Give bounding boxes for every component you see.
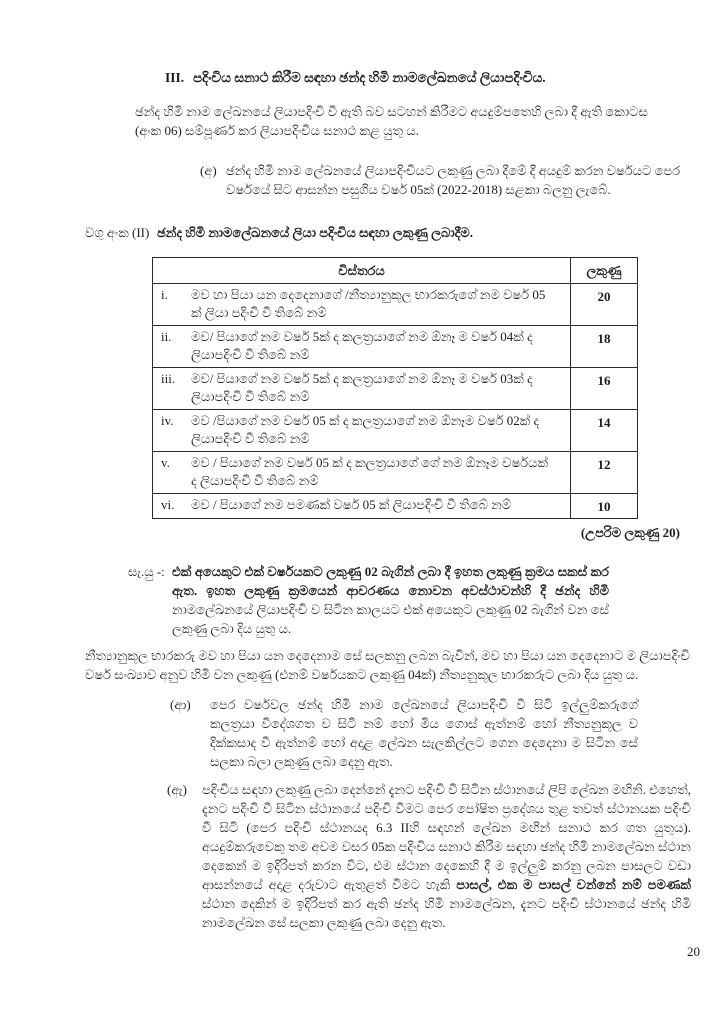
list-item-ae-text-after: ස්ථාන දෙකින් ම ඉදිරිපත් කර ඇති ඡන්ද හිමි නාමලේඛන, දැනට පදිංචි ස්ථානයේ ඡන්ද හිමි නාමලේඛන සේ සලකා ලකුණු ලබා දෙනු ඇත. (202, 895, 691, 930)
guardian-paragraph: නීත්‍යානුකූල භාරකරු මව හා පියා යන දෙදෙනාම සේ සලකනු ලබන බැවින්, මව හා පියා යන දෙදෙනාට ම ලියාපදිංචි වර්ෂ සංඛ්‍යාව අනුව හිමි වන ලකුණු (එනම් වර්ෂයකට ලකුණු 04ක්) නීත්‍යනුකූල භාරකරුට ලබා දිය යුතු ය. (85, 647, 690, 682)
row-marks: 20 (571, 284, 638, 326)
row-description: මව /පියාගේ නම වර්ෂ 05 ක් ද කලත්‍රයාගේ නම ඕනෑම වර්ෂ 02ක් ද ලියාපදිංචි වී තිබේ නම් (191, 413, 540, 446)
row-description: මව/ පියාගේ නම වර්ෂ 5ක් ද කලත්‍රයාගේ නම ඕනෑ ම වර්ෂ 03ක් ද ලියාපදිංචි වී තිබේ නම් (191, 371, 533, 404)
section-heading (165, 68, 684, 87)
list-item-ae (167, 780, 724, 932)
list-item-ae-text (202, 780, 691, 932)
list-item-ae-label: (ඇ) (167, 781, 187, 797)
row-numeral: iii. (161, 371, 176, 386)
header-marks: ලකුණු (571, 258, 638, 284)
intro-paragraph: ඡන්ද හිමි නාම ලේඛනයේ ලියාපදිංචි වී ඇති බව සටහන් කිරීමට අයදුම්පතෙහි ලබා දී ඇති කොටස (අංක 06) සම්පූර්ණ කර ලියාපදිංචිය සනාථ කළ යුතු ය. (135, 104, 648, 138)
row-numeral: i. (161, 287, 168, 302)
row-description: මව/ පියාගේ නම වර්ෂ 5ක් ද කලත්‍රයාගේ නම ඕනෑ ම වර්ෂ 04ක් ද ලියාපදිංචි වී තිබේ නම් (191, 329, 533, 362)
list-item-a-text: ඡන්ද හිමි නාම ලේඛනයේ ලියාපදිංචියට ලකුණු ලබා දීමේ දී අයදුම් කරන වර්ෂයට පෙර වර්ෂයේ සිට ආසන්න පසුගිය වර්ෂ 05ක් (2022-2018) සළකා බලනු ලැබේ. (226, 163, 681, 197)
note-text (172, 562, 609, 638)
list-item-aa-text: පෙර වර්ෂවල ඡන්ද හිමි නාම ලේඛනයේ ලියාපදිංචි වී සිටි ඉල්ලුම්කරුගේ කලත්‍රයා විදේශගත ව සිටී නම් හෝ මිය ගොස් ඇත්නම් හෝ නීත්‍යනුකූල ව දික්කසාද වී ඇත්නම් හෝ අදාළ ලේඛන සැලකිල්ලට ගෙන දෙදෙනා ම සිටින සේ සලකා බලා ලකුණු ලබා දෙනු ඇත. (210, 696, 638, 769)
list-item-a-label: (අ) (200, 163, 217, 178)
row-numeral: vi. (161, 497, 175, 512)
note-label: සැ.යු -: (128, 563, 165, 579)
row-marks: 12 (571, 452, 638, 494)
table-caption-text: ඡන්ද හිමි නාමලේඛනයේ ලියා පදිංචිය සඳහා ලකුණු ලබාදීම. (157, 225, 473, 240)
row-numeral: ii. (161, 329, 172, 344)
list-item-ae-text-before: පදිංචිය සඳහා ලකුණු ලබා දෙන්නේ දැනට පදිංචි වී සිටින ස්ථානයේ ලිපි ලේඛන මඟිනි. එහෙත්, දැනට පදිංචි වී සිටින ස්ථානයේ පදිංචි වීමට පෙර පෝෂිත ප්‍රදේශය තුළ තවත් ස්ථානයක පදිංචි වී සිටි (පෙර පදිංචි ස්ථානයද 6.3 IIහි සඳහන් ලේඛන මඟින් සනාථ කර ගත යුතුය). අයදුම්කරුවෙකු තම අවම වසර 05ක පදිංචිය සනාථ කිරීම සඳහා ඡන්ද හිමි නාමලේඛන ස්ථාන දෙකෙන් ම ඉදිරිපත් කරන විට, එම ස්ථාන දෙකෙහි දී ම ඉල්ලුම් කරනු ලබන පාසලට වඩා ආසන්නයේ අදාළ දරුවාට ඇතුළත් වීමට හැකි (202, 781, 691, 892)
table-row (153, 326, 638, 368)
marks-table (152, 257, 638, 519)
row-numeral: v. (161, 455, 170, 470)
note-block (128, 562, 724, 638)
row-description: මව / පියාගේ නම වර්ෂ 05 ක් ද කලත්‍රයාගේ ගේ නම ඕනෑම වර්ෂයක් ද ලියාපදිංචි වී තිබේ නම් (191, 455, 549, 488)
list-item-aa (170, 695, 724, 771)
list-item-aa-label: (ආ) (170, 696, 191, 712)
row-marks: 14 (571, 410, 638, 452)
table-row (153, 452, 638, 494)
page-number: 20 (687, 944, 700, 959)
note-bold-text: එක් අයෙකුට එක් වර්ෂයකට ලකුණු 02 බැගින් ලබා දී ඉහත ලකුණු ක්‍රමය සකස් කර ඇත. ඉහත ලකුණු ක්‍රමයෙන් ආවරණය නොවන අවස්ථාවන්හි දී ඡන්ද හිමි (172, 563, 609, 598)
note-rest-text: නාමලේඛනයේ ලියාපදිංචි ව සිටින කාලයට එක් අයෙකුට ලකුණු 02 බැගින් වන සේ ලකුණු ලබා දිය යුතු ය. (172, 601, 609, 636)
table-caption (85, 223, 724, 242)
section-heading-text: පදිංචිය සනාථ කිරීම සඳහා ඡන්ද හිමි නාමලේඛනයේ ලියාපදිංචිය. (193, 70, 546, 85)
row-marks: 16 (571, 368, 638, 410)
table-row (153, 284, 638, 326)
header-description: විස්තරය (153, 258, 571, 284)
section-numeral: III. (165, 70, 185, 85)
row-description: මව / පියාගේ නම පමණක් වර්ෂ 05 ක් ලියාපදිංචි වී තිබේ නම් (191, 497, 512, 512)
row-marks: 10 (571, 494, 638, 519)
table-row (153, 494, 638, 519)
row-description: මව හා පියා යන දෙදෙනාගේ /නීත්‍යානුකූල භාරකරුගේ නම වර්ෂ 05 ක් ලියා පදිංචි වී තිබේ නම් (191, 287, 546, 320)
row-marks: 18 (571, 326, 638, 368)
table-row (153, 410, 638, 452)
table-row (153, 368, 638, 410)
list-item-ae-bold-text: පාසල්, එක ම පාසල් වන්නේ නම් පමණක් (456, 876, 691, 892)
row-numeral: iv. (161, 413, 174, 428)
table-caption-label: වගු අංක (II) (85, 225, 150, 240)
max-marks-note: (උපරිම ලකුණු 20) (580, 524, 680, 540)
list-item-a (200, 161, 724, 199)
table-header-row (153, 258, 638, 284)
